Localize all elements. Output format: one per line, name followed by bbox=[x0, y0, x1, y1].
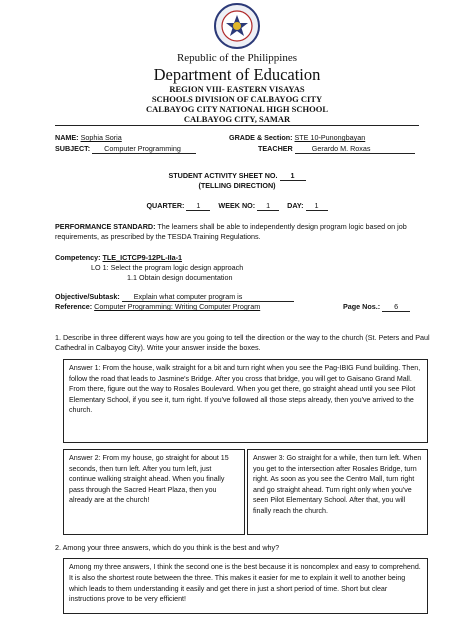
grade-label: GRADE & Section: bbox=[229, 133, 293, 142]
subject-label: SUBJECT: bbox=[55, 144, 91, 153]
competency-code: TLE_ICTCP9-12PL-IIa-1 bbox=[102, 253, 183, 262]
learning-outcome: LO 1: Select the program logic design approach bbox=[91, 263, 244, 272]
subject-row bbox=[55, 144, 196, 154]
standard-text: The learners shall be able to independently design program logic based on job requirements, as prescribed by the TESDA Training Regulations. bbox=[55, 222, 407, 241]
republic-line: Republic of the Philippines bbox=[176, 52, 298, 64]
region-line: REGION VIII- EASTERN VISAYAS bbox=[169, 84, 305, 94]
schedule-row bbox=[0, 201, 474, 211]
deped-seal-icon bbox=[213, 2, 261, 50]
sheet-title bbox=[0, 171, 474, 181]
week-label: WEEK NO: bbox=[218, 201, 256, 210]
sheet-number: 1 bbox=[280, 171, 306, 181]
location-line: CALBAYOG CITY, SAMAR bbox=[183, 114, 291, 124]
pages-label: Page Nos.: bbox=[343, 302, 381, 311]
objective-label: Objective/Subtask: bbox=[55, 292, 120, 301]
sheet-title-label: STUDENT ACTIVITY SHEET NO. bbox=[168, 171, 278, 180]
question-2: 2. Among your three answers, which do you think is the best and why? bbox=[55, 543, 280, 552]
week-value: 1 bbox=[257, 201, 279, 211]
teacher-label: TEACHER bbox=[258, 144, 293, 153]
sheet-subtitle: (TELLING DIRECTION) bbox=[198, 181, 276, 190]
standard-label: PERFORMANCE STANDARD: bbox=[55, 222, 156, 231]
grade-value: STE 10-Punongbayan bbox=[294, 133, 366, 142]
performance-standard bbox=[55, 222, 425, 242]
pages-row bbox=[343, 302, 410, 312]
quarter-label: QUARTER: bbox=[146, 201, 185, 210]
final-answer-box: Among my three answers, I think the second one is the best because it is noncomplex and easy to comprehend. It is also the shortest route between the three. This makes it easier for me to explain it well to another being which leads to them understanding it easily and get there in just a short period of time. Short but clear instructions prove to be very efficient! bbox=[63, 558, 428, 614]
name-row bbox=[55, 133, 122, 142]
day-value: 1 bbox=[306, 201, 328, 211]
reference-value: Computer Programming: Writing Computer Program bbox=[94, 302, 261, 311]
subject-value: Computer Programming bbox=[92, 144, 196, 154]
name-label: NAME: bbox=[55, 133, 79, 142]
header-divider bbox=[55, 125, 419, 126]
competency-label: Competency: bbox=[55, 253, 101, 262]
department-title: Department of Education bbox=[153, 65, 321, 84]
day-label: DAY: bbox=[287, 201, 304, 210]
name-value: Sophia Soria bbox=[80, 133, 122, 142]
reference-row bbox=[55, 302, 260, 311]
competency-row bbox=[55, 253, 182, 262]
teacher-row bbox=[258, 144, 415, 154]
reference-label: Reference: bbox=[55, 302, 93, 311]
quarter-value: 1 bbox=[186, 201, 210, 211]
question-1: 1. Describe in three different ways how are you going to tell the direction or the way to the church (St. Peters and Paul Cathedral in Calbayog City). Write your answer inside the boxes. bbox=[55, 333, 430, 353]
learning-outcome-sub: 1.1 Obtain design documentation bbox=[127, 273, 233, 282]
school-line: CALBAYOG CITY NATIONAL HIGH SCHOOL bbox=[146, 104, 328, 114]
answer-2-box: Answer 2: From my house, go straight for about 15 seconds, then turn left. After you turn left, just continue walking straight ahead. When you finally pass through the Sacred Heart Plaza, then you already are at the church! bbox=[63, 449, 245, 535]
objective-value: Explain what computer program is bbox=[122, 292, 294, 302]
answer-3-box: Answer 3: Go straight for a while, then turn left. When you get to the intersection after Rosales Bridge, turn right. As soon as you see the Centro Mall, turn right and go straight ahead. Turn right only when you've seen Pilot Elementary School. After that, you will finally reach the church. bbox=[247, 449, 428, 535]
grade-row bbox=[229, 133, 365, 142]
teacher-value: Gerardo M. Roxas bbox=[295, 144, 415, 154]
objective-row bbox=[55, 292, 294, 302]
answer-1-box: Answer 1: From the house, walk straight for a bit and turn right when you see the Pag-IBIG Fund building. Then, follow the road that leads to Jasmine's Bridge. After you cross that bridge, you will get to Gaisano Grand Mall. From there, figure out the way to Rosales Boulevard. When you get there, go straight ahead until you see Pilot Elementary School, if you see it, turn right. If you've followed all those steps already, then you've arrived to the church. bbox=[63, 359, 428, 443]
pages-value: 6 bbox=[382, 302, 410, 312]
division-line: SCHOOLS DIVISION OF CALBAYOG CITY bbox=[151, 94, 323, 104]
